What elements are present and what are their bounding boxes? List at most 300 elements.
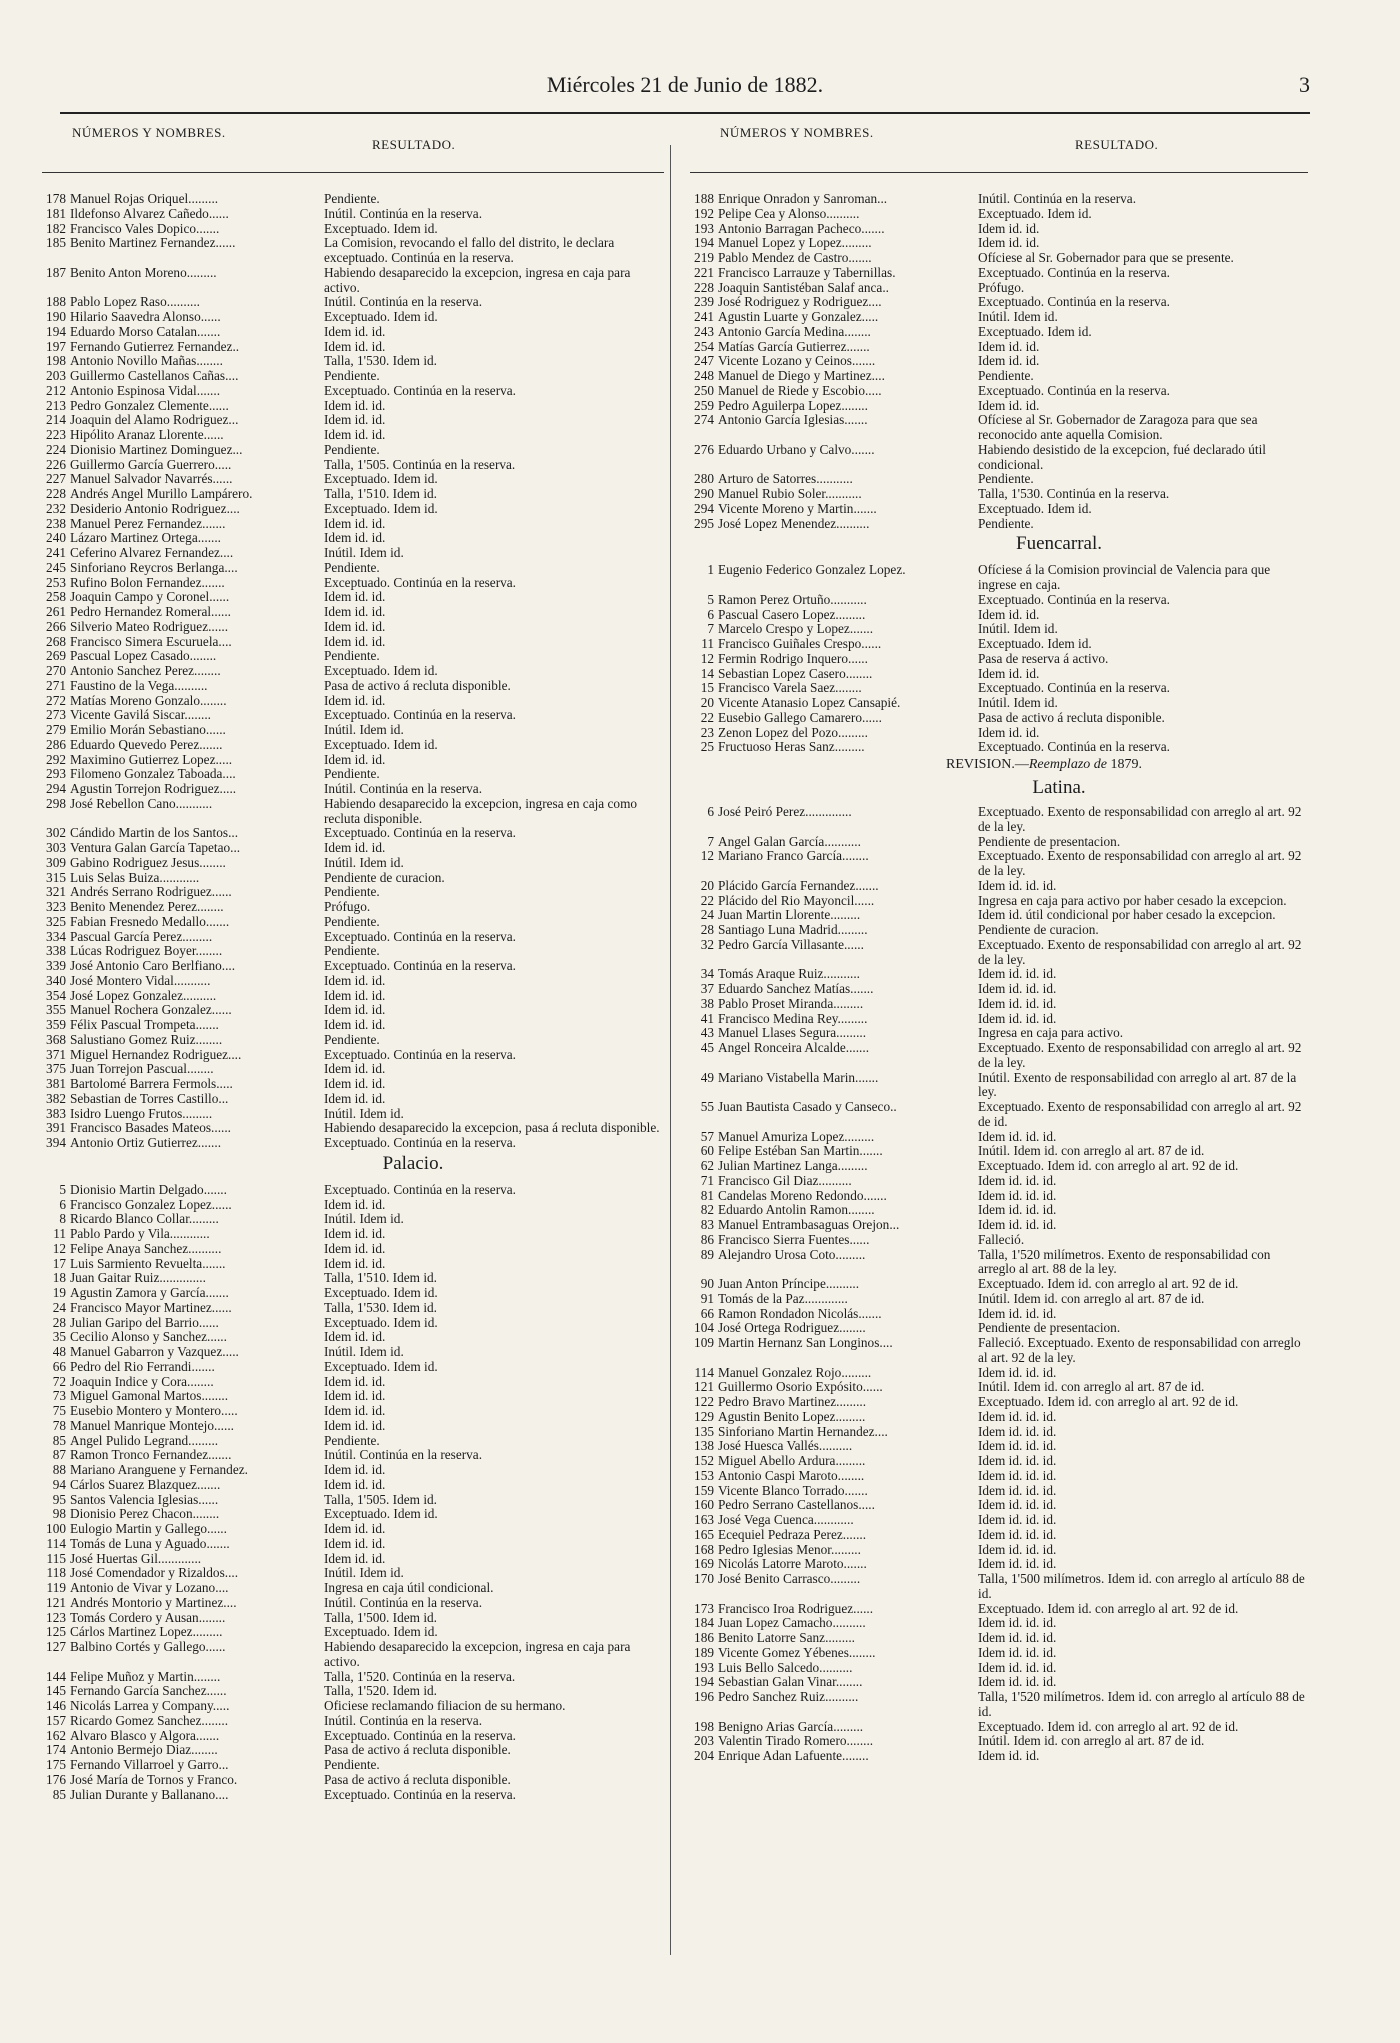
entry-number: 121 (46, 1594, 66, 1610)
entry-number: 224 (46, 441, 66, 457)
list-item (690, 1734, 1308, 1749)
entry-result: Idem id. id. (324, 1373, 386, 1389)
entry-name: Antonio de Vivar y Lozano.... (70, 1581, 229, 1595)
entry-result: Pendiente. (324, 559, 380, 575)
entry-result: Idem id. id. (324, 1226, 386, 1241)
entry-name: Agustin Zamora y García....... (70, 1286, 229, 1300)
list-item (42, 1699, 664, 1714)
list-item (690, 1336, 1308, 1366)
entry-number: 238 (46, 515, 66, 531)
entry-name: Pablo Mendez de Castro....... (718, 251, 872, 265)
entry-name: Manuel Lopez y Lopez......... (718, 236, 872, 251)
entry-name: Manuel Entrambasaguas Orejon... (718, 1218, 900, 1232)
entry-number: 219 (694, 250, 714, 265)
entry-name: Francisco Iroa Rodriguez...... (718, 1601, 874, 1616)
entry-number: 153 (694, 1467, 714, 1483)
entry-name: Cecilio Alonso y Sanchez...... (70, 1330, 227, 1345)
entry-number: 28 (700, 922, 714, 937)
entry-result: Idem id. útil condicional por haber cesado la excepcion. (978, 907, 1276, 923)
entry-name: Eusebio Gallego Camarero...... (718, 710, 882, 725)
entry-name: Mariano Vistabella Marin....... (718, 1070, 879, 1085)
list-item (42, 207, 664, 222)
entry-result: Inútil. Idem id. (324, 854, 404, 870)
entry-result: Talla, 1'530. Continúa en la reserva. (978, 486, 1170, 501)
entry-name: Pedro Hernandez Romeral...... (70, 605, 231, 619)
entry-name: Andrés Serrano Rodriguez...... (70, 885, 232, 900)
entry-result: Idem id. id. (324, 1061, 386, 1077)
list-item (690, 923, 1308, 938)
list-item (42, 354, 664, 369)
entry-number: 391 (46, 1120, 66, 1136)
entry-name: Benito Menendez Perez........ (70, 900, 224, 914)
entry-number: 184 (694, 1615, 714, 1631)
entry-name: Pedro Serrano Castellanos..... (718, 1498, 875, 1513)
entry-name: Sebastian Lopez Casero........ (718, 666, 873, 681)
list-item (690, 879, 1308, 894)
entry-name: Pedro Bravo Martinez......... (718, 1395, 867, 1409)
entry-number: 194 (694, 1674, 714, 1690)
entry-result: Idem id. id. (324, 589, 386, 605)
list-item (690, 681, 1308, 696)
entry-name: José Rebellon Cano........... (70, 796, 213, 811)
list-item (690, 310, 1308, 325)
entry-name: Ecequiel Pedraza Perez....... (718, 1527, 867, 1542)
list-item (690, 1395, 1308, 1410)
entry-number: 261 (46, 604, 66, 619)
entry-number: 254 (694, 338, 714, 354)
entry-result: Exceptuado. Idem id. (978, 636, 1092, 651)
entry-number: 19 (52, 1285, 66, 1300)
list-item (42, 1345, 664, 1360)
entry-result: Idem id. id. id. (978, 1615, 1057, 1631)
entry-number: 334 (46, 928, 66, 944)
entry-number: 286 (46, 736, 66, 752)
entry-name: Francisco Basades Mateos...... (70, 1121, 232, 1136)
entry-result: Idem id. id. (324, 530, 386, 546)
list-item (690, 281, 1308, 296)
list-item (690, 443, 1308, 473)
entry-number: 248 (694, 368, 714, 383)
entry-result: Inútil. Idem id. con arreglo al art. 87 de id. (978, 1143, 1205, 1159)
entry-number: 274 (694, 412, 714, 428)
entry-number: 253 (46, 574, 66, 590)
list-item (690, 1380, 1308, 1395)
entry-name: Ramon Perez Ortuño........... (718, 592, 867, 607)
entry-number: 221 (694, 264, 714, 280)
entry-name: Cárlos Martinez Lopez......... (70, 1625, 223, 1640)
entry-result: Pendiente. (324, 648, 380, 664)
entry-number: 381 (46, 1076, 66, 1091)
entry-number: 290 (694, 486, 714, 501)
list-item (42, 340, 664, 355)
list-item (42, 1048, 664, 1063)
entry-name: Mariano Franco García........ (718, 849, 869, 864)
list-item (42, 1375, 664, 1390)
entry-result: Idem id. id. id. (978, 1556, 1057, 1572)
entry-name: Tomás de Luna y Aguado....... (70, 1536, 230, 1551)
entry-result: Idem id. id. (978, 338, 1040, 354)
entry-result: Idem id. id. id. (978, 1512, 1057, 1527)
entry-name: Luis Sarmiento Revuelta....... (70, 1256, 226, 1271)
entry-name: Antonio Espinosa Vidal....... (70, 383, 221, 398)
entry-name: Ramon Tronco Fernandez....... (70, 1448, 232, 1463)
entry-name: José Antonio Caro Berlfiano.... (70, 959, 236, 973)
entry-number: 94 (52, 1476, 66, 1492)
list-item (690, 1130, 1308, 1145)
entry-name: Manuel Gonzalez Rojo......... (718, 1365, 872, 1380)
entry-name: Angel Galan García........... (718, 834, 861, 849)
entry-result: Pendiente. (324, 191, 380, 206)
left-column (42, 120, 664, 1802)
entry-result: Exceptuado. Idem id. (324, 500, 438, 516)
entry-name: José María de Tornos y Franco. (70, 1772, 238, 1787)
list-item (690, 849, 1308, 879)
list-item (42, 266, 664, 296)
entry-number: 45 (700, 1040, 714, 1055)
entry-result: Idem id. id. (324, 427, 386, 442)
entry-number: 66 (700, 1305, 714, 1321)
list-item (42, 1389, 664, 1404)
entry-result: Idem id. id. id. (978, 1438, 1057, 1454)
entry-number: 11 (701, 636, 714, 651)
entry-name: Vicente Gavilá Siscar........ (70, 708, 211, 723)
list-item (42, 1107, 664, 1122)
list-item (42, 428, 664, 443)
list-item (690, 1484, 1308, 1499)
entry-number: 383 (46, 1105, 66, 1121)
entry-number: 86 (700, 1231, 714, 1247)
entry-result: Idem id. id. (324, 840, 386, 855)
list-item (42, 1077, 664, 1092)
entry-name: Emilio Morán Sebastiano...... (70, 723, 226, 737)
list-item (42, 871, 664, 886)
entry-result: Inútil. Continúa en la reserva. (324, 1447, 483, 1463)
entry-result: Talla, 1'505. Continúa en la reserva. (324, 456, 516, 472)
entry-name: Candelas Moreno Redondo....... (718, 1188, 887, 1203)
entry-result: Idem id. id. id. (978, 1526, 1057, 1542)
list-item (42, 1684, 664, 1699)
entry-result: Idem id. id. (324, 751, 386, 767)
list-item (690, 1439, 1308, 1454)
list-item (42, 1507, 664, 1522)
list-item (690, 740, 1308, 755)
entry-name: Felipe Estéban San Martin....... (718, 1144, 883, 1159)
entry-result: Idem id. id. (324, 515, 386, 531)
entry-name: Francisco Simera Escuruela.... (70, 634, 232, 649)
entry-number: 368 (46, 1031, 66, 1047)
entry-result: Talla, 1'510. Idem id. (324, 1270, 437, 1286)
entry-result: Idem id. id. (324, 1403, 386, 1418)
entry-number: 280 (694, 471, 714, 487)
list-item (42, 1714, 664, 1729)
entry-number: 123 (46, 1609, 66, 1625)
list-item (42, 944, 664, 959)
entry-result: Exceptuado. Idem id. (978, 323, 1092, 339)
entry-result: Idem id. id. id. (978, 981, 1057, 996)
entry-name: Joaquin del Alamo Rodriguez... (70, 413, 239, 428)
list-item (690, 1218, 1308, 1233)
entry-result: Idem id. id. (324, 1535, 386, 1551)
entry-name: Zenon Lopez del Pozo......... (718, 725, 868, 740)
entry-number: 12 (52, 1240, 66, 1256)
entry-result: Idem id. id. id. (978, 1644, 1057, 1660)
entry-result: Exceptuado. Continúa en la reserva. (978, 294, 1170, 310)
entry-name: Hipólito Aranaz Llorente...... (70, 428, 224, 442)
entry-name: Hilario Saavedra Alonso...... (70, 310, 221, 324)
entry-name: Fructuoso Heras Sanz......... (718, 740, 865, 755)
list-item (690, 1071, 1308, 1101)
entry-number: 95 (52, 1491, 66, 1507)
entry-name: Eduardo Quevedo Perez....... (70, 737, 223, 752)
entry-result: Idem id. id. (978, 606, 1040, 622)
entry-result: Inútil. Idem id. (978, 621, 1058, 637)
entry-name: Juan Bautista Casado y Canseco.. (718, 1100, 897, 1114)
entry-result: Exceptuado. Continúa en la reserva. (324, 707, 516, 723)
entry-number: 198 (46, 353, 66, 369)
entry-number: 43 (700, 1025, 714, 1041)
list-item (690, 1410, 1308, 1425)
list-item (42, 531, 664, 546)
entry-name: Alvaro Blasco y Algora....... (70, 1728, 220, 1743)
entry-name: Manuel Rochera Gonzalez...... (70, 1003, 232, 1018)
list-item (690, 1233, 1308, 1248)
entry-number: 41 (700, 1010, 714, 1026)
entry-name: Pascual Lopez Casado........ (70, 649, 217, 664)
entry-result: Pendiente. (978, 368, 1034, 383)
list-item (42, 767, 664, 782)
list-item (42, 517, 664, 532)
entry-number: 266 (46, 618, 66, 634)
entry-name: José Comendador y Rizaldos.... (70, 1566, 239, 1581)
entry-number: 145 (46, 1683, 66, 1699)
entry-number: 321 (46, 884, 66, 900)
entry-result: Idem id. id. (324, 1017, 386, 1032)
entry-name: Nicolás Latorre Maroto....... (718, 1557, 867, 1572)
list-item (690, 593, 1308, 608)
list-item (690, 1203, 1308, 1218)
entry-number: 168 (694, 1541, 714, 1557)
entry-name: Ramon Rondadon Nicolás....... (718, 1306, 882, 1321)
entry-number: 75 (52, 1403, 66, 1418)
entry-name: Francisco Vales Dopico....... (70, 221, 220, 236)
entry-number: 232 (46, 500, 66, 516)
list-item (42, 1773, 664, 1788)
entry-number: 82 (700, 1202, 714, 1218)
list-item (690, 1661, 1308, 1676)
entry-name: Ricardo Gomez Sanchez........ (70, 1713, 229, 1728)
list-item (42, 1522, 664, 1537)
entry-number: 227 (46, 471, 66, 487)
entry-name: Arturo de Satorres........... (718, 472, 853, 487)
entry-name: José Peiró Perez.............. (718, 805, 852, 819)
entry-name: Santos Valencia Iglesias...... (70, 1492, 219, 1507)
list-item (42, 1581, 664, 1596)
list-item (42, 310, 664, 325)
entry-number: 6 (707, 804, 714, 819)
left-column-heading (42, 120, 664, 164)
entry-result: Ingresa en caja para activo por haber cesado la excepcion. (978, 892, 1287, 908)
list-item (42, 1183, 664, 1198)
entry-name: Juan Torrejon Pascual........ (70, 1062, 214, 1077)
list-item (42, 1448, 664, 1463)
entry-number: 162 (46, 1727, 66, 1743)
entry-result: Exceptuado. Exento de responsabilidad con arreglo al art. 92 de id. (978, 1099, 1302, 1129)
entry-name: Joaquin Santistéban Salaf anca.. (718, 280, 889, 295)
entry-name: Julian Durante y Ballanano.... (70, 1787, 229, 1802)
entry-name: Tomás Araque Ruiz........... (718, 967, 860, 982)
list-item (690, 384, 1308, 399)
list-item (42, 1018, 664, 1033)
entry-name: Andrés Angel Murillo Lampárero. (70, 487, 253, 501)
entry-name: Francisco Mayor Martinez...... (70, 1300, 232, 1315)
list-item (690, 1100, 1308, 1130)
entry-number: 81 (700, 1187, 714, 1203)
entry-result: Idem id. id. (324, 1329, 386, 1345)
list-item (690, 1321, 1308, 1336)
entry-number: 241 (46, 545, 66, 560)
list-item (42, 1640, 664, 1670)
entry-result: Exceptuado. Continúa en la reserva. (324, 958, 516, 973)
entry-name: Miguel Hernandez Rodriguez.... (70, 1047, 242, 1062)
entry-result: Ingresa en caja útil condicional. (324, 1580, 494, 1595)
list-item (690, 696, 1308, 711)
entry-name: Agustin Torrejon Rodriguez..... (70, 782, 237, 796)
list-item (42, 1092, 664, 1107)
entry-number: 194 (46, 323, 66, 339)
entry-name: Gabino Rodriguez Jesus........ (70, 855, 226, 870)
list-item (42, 1227, 664, 1242)
list-item (690, 1616, 1308, 1631)
entry-number: 203 (694, 1733, 714, 1749)
entry-number: 276 (694, 441, 714, 457)
list-item (690, 1189, 1308, 1204)
entry-name: Francisco Larrauze y Tabernillas. (718, 265, 896, 280)
entry-name: Ventura Galan García Tapetao... (70, 841, 241, 855)
entry-result: Idem id. id. (324, 1476, 386, 1492)
entry-name: Angel Pulido Legrand......... (70, 1433, 219, 1448)
entry-number: 175 (46, 1757, 66, 1772)
entry-number: 323 (46, 899, 66, 914)
entry-number: 272 (46, 692, 66, 708)
entry-number: 15 (700, 680, 714, 696)
list-item (690, 711, 1308, 726)
entry-name: Vicente Moreno y Martin....... (718, 501, 877, 516)
list-item (42, 738, 664, 753)
list-item (690, 1720, 1308, 1735)
entry-name: Francisco Sierra Fuentes...... (718, 1232, 870, 1247)
entry-name: Guillermo Castellanos Cañas.... (70, 369, 239, 383)
entry-name: Joaquin Indice y Cora........ (70, 1374, 214, 1389)
list-item (690, 236, 1308, 251)
entry-name: Sinforiano Martin Hernandez.... (718, 1424, 888, 1439)
entry-result: Talla, 1'500. Idem id. (324, 1609, 437, 1625)
entry-name: Benigno Arias García......... (718, 1719, 864, 1734)
entry-result: Ingresa en caja para activo. (978, 1025, 1124, 1041)
entry-number: 114 (46, 1535, 66, 1551)
entry-name: Dionisio Perez Chacon........ (70, 1507, 220, 1522)
entry-name: Antonio Barragan Pacheco....... (718, 221, 885, 236)
entry-number: 294 (46, 781, 66, 796)
entry-number: 24 (52, 1299, 66, 1315)
entry-number: 55 (700, 1099, 714, 1114)
entry-name: Rufino Bolon Fernandez....... (70, 575, 225, 590)
entry-result: Exceptuado. Exento de responsabilidad con arreglo al art. 92 de la ley. (978, 848, 1302, 878)
list-item (690, 1277, 1308, 1292)
list-item (42, 1419, 664, 1434)
entry-number: 294 (694, 500, 714, 516)
list-item (42, 1301, 664, 1316)
list-item (690, 1602, 1308, 1617)
entry-result: Idem id. id. id. (978, 1467, 1057, 1483)
entry-name: Pablo Proset Miranda......... (718, 996, 864, 1011)
list-item (42, 1670, 664, 1685)
entry-name: Sebastian Galan Vinar........ (718, 1675, 863, 1690)
entry-number: 204 (694, 1748, 714, 1763)
entry-result: Idem id. id. (324, 1196, 386, 1212)
list-item (42, 1493, 664, 1508)
entry-number: 213 (46, 397, 66, 413)
entry-name: Matías García Gutierrez....... (718, 339, 870, 354)
entry-name: Benito Latorre Sanz......... (718, 1631, 855, 1645)
entry-name: Antonio García Iglesias....... (718, 413, 868, 428)
list-item (42, 620, 664, 635)
entry-name: Manuel Gabarron y Vazquez..... (70, 1345, 239, 1359)
entry-result: Idem id. id. id. (978, 1305, 1057, 1321)
entry-number: 20 (700, 877, 714, 893)
entry-name: Marcelo Crespo y Lopez....... (718, 622, 874, 637)
list-item (42, 295, 664, 310)
entry-result: Exceptuado. Idem id. con arreglo al art. 92 de id. (978, 1276, 1239, 1291)
revision-year: 1879. (1110, 757, 1142, 772)
list-item (690, 487, 1308, 502)
entry-name: Juan Gaitar Ruiz.............. (70, 1271, 206, 1286)
section-title-fuencarral: Fuencarral. (1016, 533, 1102, 555)
entry-name: Eduardo Urbano y Calvo....... (718, 442, 875, 457)
entry-number: 186 (694, 1630, 714, 1645)
entry-name: Manuel Rojas Oriquel......... (70, 192, 219, 206)
heading-rule (42, 172, 664, 173)
entry-result: Idem id. id. (324, 618, 386, 634)
entry-name: Andrés Montorio y Martinez.... (70, 1595, 237, 1610)
entry-result: Idem id. id. (324, 1090, 386, 1106)
entry-result: Pendiente. (324, 766, 380, 782)
entry-name: Vicente Lozano y Ceinos....... (718, 354, 876, 369)
list-item (42, 664, 664, 679)
list-item (42, 1611, 664, 1626)
entry-number: 338 (46, 943, 66, 959)
entry-result: Idem id. id. (324, 633, 386, 649)
entry-result: Idem id. id. (324, 412, 386, 428)
list-item (690, 354, 1308, 369)
list-item (690, 1646, 1308, 1661)
list-item (42, 649, 664, 664)
entry-result: Exceptuado. Idem id. con arreglo al art. 92 de id. (978, 1600, 1239, 1616)
entry-name: Matías Moreno Gonzalo........ (70, 693, 227, 708)
list-item (42, 826, 664, 841)
entry-result: Idem id. id. id. (978, 1364, 1057, 1380)
entry-number: 359 (46, 1017, 66, 1032)
list-item (42, 1286, 664, 1301)
entry-name: José Lopez Gonzalez.......... (70, 988, 217, 1003)
entry-number: 5 (707, 591, 714, 607)
entry-number: 245 (46, 559, 66, 575)
entry-result: Talla, 1'530. Idem id. (324, 353, 437, 369)
list-item (42, 222, 664, 237)
fuencarral-entries (690, 563, 1308, 755)
entry-result: Idem id. id. (324, 323, 386, 339)
entry-number: 91 (700, 1290, 714, 1306)
page-number: 3 (1299, 72, 1310, 97)
